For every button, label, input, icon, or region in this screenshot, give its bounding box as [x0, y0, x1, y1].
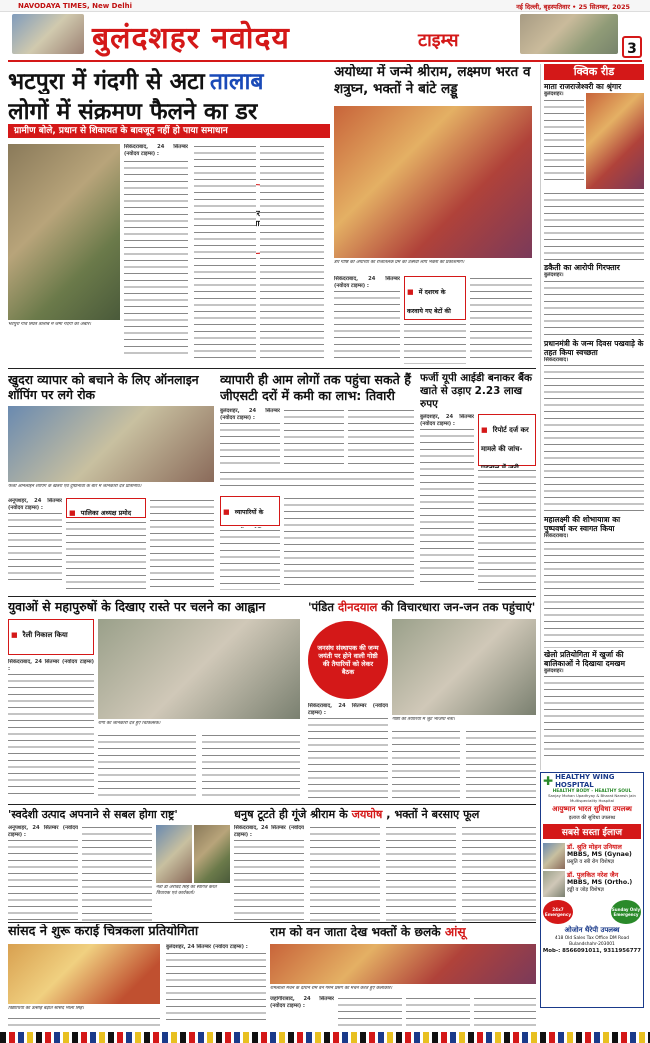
os-lines2: [66, 520, 146, 590]
fraud-lines2: [478, 468, 536, 590]
ad-tagline: HEALTHY BODY - HEALTHY SOUL: [552, 789, 632, 794]
swadeshi-photo-1: [156, 825, 192, 883]
school-body-col: [166, 944, 266, 1030]
ayodhya-sidebar-box: [404, 276, 466, 320]
masthead-title-suffix: टाइम्स: [418, 30, 459, 51]
ad-doc2-deg: MBBS, MS (Ortho.): [567, 879, 633, 887]
ram-van-photo: [270, 944, 536, 984]
ram-van-headline-a: राम को वन जाता देख भक्तों के छलके: [270, 925, 441, 939]
gst-story: [220, 372, 416, 592]
deendayal-headline: [308, 599, 536, 617]
deendayal-burst-text: जनसंघ संस्थापक की जन्म जयंती पर होने वाली गोष्ठी की तैयारियों को लेकर बैठक: [317, 644, 379, 676]
lead-body-col2: [194, 144, 256, 362]
ayodhya-body-col2: [404, 322, 466, 364]
quick-read-item5-title: खेलो प्रतियोगिता में खुर्जा की बालिकाओं ने दिखाया दमखम: [544, 649, 625, 668]
online-shopping-photo: [8, 406, 214, 482]
school-dateline: बुलंदशहर, 24 सितम्बर (नवोदय टाइम्स) :: [166, 944, 248, 950]
youth-lines1: [8, 672, 94, 798]
ad-emergency-row: [541, 898, 643, 926]
gst-body-col2: [284, 408, 344, 468]
deendayal-dateline: सिकंदराबाद, 24 सितम्बर (नवोदय टाइम्स) :: [308, 703, 388, 716]
school-lines1: [8, 1016, 160, 1030]
ad-plus-icon: ✚: [543, 774, 554, 788]
quick-read-item1-place: बुलंदशहर।: [544, 91, 564, 97]
date-label: नई दिल्ली, बृहस्पतिवार • 25 सितम्बर, 2025: [516, 3, 630, 11]
rv-lines3: [406, 996, 470, 1030]
divider-4: [8, 922, 536, 923]
qr-item1-lines: [544, 98, 584, 184]
gst-box: [220, 496, 280, 526]
ad-doc1-row: [541, 842, 643, 870]
school-headline: सांसद ने शुरू कराई चित्रकला प्रतियोगिता: [8, 924, 199, 939]
quick-read-column: [540, 64, 644, 770]
gst-headline: व्यापारी ही आम लोगों तक पहुंचा सकते हैं जीएसटी दरों में कमी का लाभ: तिवारी: [220, 372, 411, 403]
ram-van-body-col1: [270, 996, 334, 1030]
ayodhya-photo-caption: डप गोष्ठि की अयोध्या का राजतिलक प्रेम का उत्सवी लाये भक्तों की प्रकाशमार्ग।: [334, 260, 465, 265]
deendayal-burst: [308, 621, 388, 699]
dhanush-body-col1: [234, 825, 304, 921]
rv-lines4: [474, 996, 536, 1030]
ad-doc1-name: डॉ. श्रुति मोहन उनियाल: [567, 843, 622, 852]
lead-dateline: सिकंदराबाद, 24 सितम्बर (नवोदय टाइम्स) :: [124, 144, 188, 157]
gst-body-col1: [220, 408, 280, 468]
fraud-box-icon: ■: [481, 426, 488, 434]
gst-lines-4: [220, 528, 280, 590]
qr-item4-lines: [544, 540, 644, 648]
dh-lines2: [310, 825, 380, 921]
masthead-title: बुलंदशहर नवोदय: [92, 21, 290, 56]
dd-lines3: [466, 729, 536, 799]
qr-item3-lines: [544, 363, 644, 513]
dh-lines3: [386, 825, 456, 921]
deendayal-headline-rest: की विचारधारा जन-जन तक पहुंचाएं': [381, 600, 536, 614]
ayodhya-text-lines: [334, 289, 400, 359]
masthead: [0, 0, 650, 62]
quick-read-item2-place: बुलंदशहर।: [544, 272, 564, 278]
swadeshi-body-col1: [8, 825, 78, 921]
rv-lines2: [338, 996, 402, 1030]
dh-lines1: [234, 838, 304, 920]
ad-address: 418 Old Sales Tax Office DM Road Bulandshahr-203001: [554, 936, 630, 947]
gst-lines-3: [284, 496, 414, 590]
lead-headline-line1: [8, 64, 330, 94]
online-shopping-story: [8, 372, 216, 592]
lead-photo-caption: भटपुरा गांव स्थित तालाब में जमा गंदगी का अंबार।: [8, 322, 91, 327]
fraud-story: [420, 372, 536, 592]
gst-box-title: व्यापारियों के: [234, 509, 264, 516]
lead-headline-highlight: तालाब: [209, 69, 264, 94]
dhanush-headline: [234, 807, 536, 823]
fraud-dateline: बुलंदशहर, 24 सितम्बर (नवोदय टाइम्स) :: [420, 414, 474, 427]
gst-lines-2: [220, 470, 414, 490]
ad-scheme-sub: इलाज की सुविधा उपलब्ध: [568, 815, 616, 822]
swadeshi-story: [8, 807, 230, 921]
masthead-rule: [8, 60, 642, 62]
online-shopping-box-icon: ■: [69, 509, 76, 517]
os-lines3: [150, 498, 214, 590]
quick-read-item5-place: बुलंदशहर।: [544, 667, 564, 674]
school-story: [8, 924, 266, 1030]
ad-mobile: Mob-: 8566091011, 9311956777: [542, 948, 642, 954]
quick-read-item3-place: सिकंदराबाद।: [544, 356, 569, 363]
school-photo-caption: विद्यार्थियों का उत्साह बढ़ाते सांसद भोला सिंह।: [8, 1006, 84, 1011]
dhanush-headline-a: धनुष टूटते ही गूंजे श्रीराम के: [234, 808, 348, 821]
page-number: 3: [627, 41, 637, 57]
youth-story: [8, 599, 302, 801]
lead-story: [8, 64, 330, 366]
online-shopping-box-title: पालिका अध्यक्ष प्रमोद: [80, 509, 132, 517]
fraud-body-col1: [420, 414, 474, 590]
fraud-lines1: [420, 427, 474, 583]
ram-van-headline-b: आंसू: [444, 925, 466, 939]
ad-doc2-photo: [543, 871, 565, 897]
school-lines2: [166, 951, 266, 1023]
fraud-box: [478, 414, 536, 466]
sw-lines2: [82, 825, 152, 921]
ad-doc2-name: डॉ. पुलकित नरेश जैन: [567, 871, 619, 880]
quick-read-item1-photo: [586, 93, 644, 189]
quick-read-item2-title: डकैती का आरोपी गिरफ्तार: [544, 263, 620, 272]
os-lines1: [8, 511, 62, 583]
ayodhya-story: [334, 64, 534, 366]
lead-headline-part1: भटपुरा में गंदगी से अटा: [8, 69, 205, 94]
dhanush-story: [234, 807, 536, 921]
youth-lines2: [98, 733, 196, 799]
fraud-box-title: रिपोर्ट दर्ज कर मामले की जांच-: [481, 426, 529, 453]
lead-text-lines: [124, 159, 188, 359]
quick-read-item5-body: [544, 668, 644, 675]
online-shopping-headline: खुदरा व्यापार को बचाने के लिए ऑनलाइन शॉपिंग पर लगे रोक: [8, 372, 199, 402]
masthead-skyline-image: [12, 14, 84, 54]
dhanush-headline-c: , भक्तों ने बरसाए फूल: [386, 808, 480, 821]
quick-read-item3-body: [544, 357, 644, 364]
deendayal-headline-prefix: 'पंडित: [308, 600, 334, 614]
lead-headline-line2: लोगों में संक्रमण फैलने का डर: [8, 99, 258, 124]
swadeshi-caption: नेता डॉ अरविंद सिंह का स्वागत करते विधायक एवं कार्यकर्ता।: [156, 885, 217, 896]
swadeshi-dateline: अनूपशहर, 24 सितम्बर (नवोदय टाइम्स) :: [8, 825, 78, 838]
hospital-ad: [540, 772, 644, 1008]
ad-doc2-row: [541, 870, 643, 898]
registration-strip: [0, 1032, 650, 1043]
online-shopping-caption: फर्जी ऑनलाइन शॉपिंग के खतरा एवं दुष्प्रभावों के बारे में जानकारी देते प्रतिनिधि।: [8, 484, 142, 489]
quick-read-item4-body: [544, 533, 644, 540]
ad-hospital-name: HEALTHY WING HOSPITAL: [555, 773, 615, 789]
ram-van-story: [270, 924, 536, 1030]
dhanush-headline-b: जयघोष: [351, 808, 383, 821]
youth-lines3: [202, 733, 300, 799]
lead-body-col1: [124, 144, 188, 362]
quick-read-item3-title: प्रधानमंत्री के जन्म दिवस पखवाड़े के तहत किया स्वच्छता: [544, 338, 644, 357]
quick-read-header: क्विक रीड: [544, 64, 644, 80]
youth-box-icon: ■: [11, 631, 18, 639]
swadeshi-photo-2: [194, 825, 230, 883]
ad-slogan: सबसे सस्ता ईलाज: [543, 824, 641, 839]
ayodhya-sidebar-icon: ■: [407, 288, 414, 296]
ayodhya-dateline: सिकंदराबाद, 24 सितम्बर (नवोदय टाइम्स) :: [334, 276, 400, 289]
quick-read-item2-body: [544, 272, 644, 279]
ayodhya-body-col3: [470, 276, 532, 364]
fraud-headline: फर्जी यूपी आईडी बनाकर बैंक खाते से उड़ाए 2.23 लाख रुपए: [420, 372, 533, 410]
page-number-badge: [622, 36, 642, 58]
divider-3: [8, 804, 536, 805]
ayodhya-sidebar-title: में दशरथ के करवाये गए बेटों की: [407, 289, 451, 315]
quick-read-item1-body: [544, 91, 584, 187]
edition-label: NAVODAYA TIMES, New Delhi: [18, 2, 132, 10]
dd-lines1: [308, 716, 388, 798]
quick-read-item1-title: माता राजराजेश्वरी का श्रृंगार: [544, 82, 622, 91]
quick-read-item4-title: महालक्ष्मी की शोभायात्रा का पुष्पवर्षा कर स्वागत किया: [544, 515, 621, 534]
ad-sunday-badge: [611, 900, 641, 924]
ram-van-photo-caption: रामलीला मंचन के दौरान राम वन गमन प्रसंग का मंचन करते हुए कलाकार।: [270, 986, 393, 991]
youth-box: [8, 619, 94, 655]
swadeshi-headline: 'स्वदेशी उत्पाद अपनाने से सबल होगा राष्ट्र': [8, 808, 178, 821]
gst-dateline: बुलंदशहर, 24 सितम्बर (नवोदय टाइम्स) :: [220, 408, 280, 421]
ad-pharmacy: ओजोन थैरेपी उपलब्ध: [564, 926, 620, 935]
dd-lines2: [392, 729, 460, 799]
ad-doc1-spec: प्रसूति व स्त्री रोग विशेषज्ञ: [567, 858, 614, 865]
ayodhya-body: [334, 276, 400, 364]
gst-lines1: [220, 421, 280, 468]
qr-item2-lines: [544, 279, 644, 337]
sw-lines1: [8, 838, 78, 920]
dh-lines4: [462, 825, 536, 921]
youth-body-col1: [8, 659, 94, 799]
lead-photo: [8, 144, 120, 320]
ad-emergency-badge: [543, 900, 573, 924]
masthead-landmark-image: [520, 14, 618, 54]
deendayal-headline-name: दीनदयाल: [338, 600, 378, 614]
gst-box-icon: ■: [223, 508, 230, 516]
quick-read-item4-place: सिकंदराबाद।: [544, 533, 569, 540]
youth-dateline: सिकंदराबाद, 24 सितम्बर (नवोदय टाइम्स) :: [8, 659, 94, 672]
online-shopping-dateline: अनूपशहर, 24 सितम्बर (नवोदय टाइम्स) :: [8, 498, 62, 511]
deendayal-photo: [392, 619, 536, 715]
divider-1: [8, 368, 536, 369]
online-shopping-box: [66, 498, 146, 518]
ad-emergency: 24x7 Emergency: [544, 907, 572, 918]
ad-doctors-line: Sanjay Mohan Upadhyay & Bharat Naresh Jain Multispeciality Hospital: [548, 793, 636, 803]
dhanush-dateline: सिकंदराबाद, 24 सितम्बर (नवोदय टाइम्स) :: [234, 825, 304, 838]
ad-doc1-deg: MBBS, MS (Gynae): [567, 851, 632, 859]
youth-box-title: रैली निकाल किया: [22, 631, 68, 639]
lead-body-col3: [260, 144, 324, 362]
gst-body-col3: [348, 408, 414, 468]
youth-photo-caption: रोगी को जानकारी देते हुए चिकित्सक।: [98, 721, 161, 726]
qr-item1-lines-full: [544, 191, 644, 261]
ayodhya-photo: [334, 106, 532, 258]
deendayal-photo-caption: गोष्ठी की तैयारियों में जुटे भाजपा नेता।: [392, 717, 455, 722]
youth-photo: [98, 619, 300, 719]
deendayal-body-col1: [308, 703, 388, 799]
ad-scheme: आयुष्मान भारत सुविधा उपलब्ध: [552, 805, 632, 814]
ad-sunday: Sunday Only Emergency: [611, 907, 641, 918]
school-photo: [8, 944, 160, 1004]
divider-2: [8, 596, 536, 597]
ad-doc2-spec: हड्डी व जोड़ विशेषज्ञ: [567, 886, 604, 893]
ayodhya-headline: अयोध्या में जन्मे श्रीराम, लक्ष्मण भरत व शत्रुघ्न, भक्तों ने बांटे लड्डू: [334, 64, 531, 97]
youth-headline: युवाओं से महापुरुषों के दिखाए रास्ते पर चलने का आह्वान: [8, 599, 266, 614]
deendayal-story: [308, 599, 536, 801]
lead-subhead: ग्रामीण बोले, प्रधान से शिकायत के बावजूद नहीं हो पाया समाधान: [8, 124, 330, 138]
ram-van-headline: [270, 924, 536, 942]
qr-item5-lines: [544, 674, 644, 758]
ad-header: [541, 773, 643, 789]
ad-doc1-photo: [543, 843, 565, 869]
online-shopping-body-col1: [8, 498, 62, 590]
ram-van-dateline: जहांगीराबाद, 24 सितम्बर (नवोदय टाइम्स) :: [270, 996, 334, 1009]
